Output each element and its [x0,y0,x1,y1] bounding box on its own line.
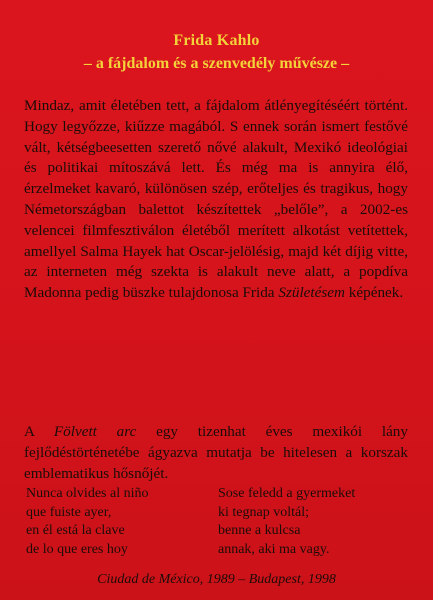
blurb-paragraph-1-text: Mindaz, amit életében tett, a fájdalom átlényegítéséért történt. Hogy legyőzze, kiűzze magából. S ennek során ismert festővé vált, kétségbeesetten szerető nővé alakult, Mexikó ideológiai és politikai mítoszává lett. És még ma is annyira élő, érzelmeket kavaró, különösen szép, erőteljes és tragikus, hogy Németországban balettot készítettek „belőle”, a 2002-es velencei filmfesztiválon életéből merített alkotást vetítettek, amellyel Salma Hayek hat Oscar-jelölésig, majd két díjig vitte, az interneten még szekta is alakult neve alatt, a popdíva Madonna pedig büszke tulajdonosa Frida [24,97,408,302]
poem-line: que fuiste ayer, [26,504,112,520]
blurb-paragraph-1 [24,96,408,304]
poem-line: ki tegnap voltál; [218,504,309,520]
poem-line: Nunca olvides al niño [26,486,149,501]
blurb-paragraph-2 [24,422,408,484]
blurb-paragraph-1-end: képének. [344,284,404,302]
book-subtitle: – a fájdalom és a szenvedély művésze – [83,55,350,72]
poem-line: annak, aki ma vagy. [218,541,330,557]
footer-place-dates: Ciudad de México, 1989 – Budapest, 1998 [97,572,336,587]
poem-line: de lo que eres hoy [26,541,128,557]
book-title: Frida Kahlo [173,32,260,49]
blurb-paragraph-2-start: A [24,423,54,440]
novel-title: Fölvett arc [53,423,137,440]
poem-hungarian [218,485,355,559]
poem-line: en él está la clave [26,523,125,538]
poem-spanish [26,485,148,559]
painting-title: Születésem [278,284,345,302]
poem-line: benne a kulcsa [218,523,301,538]
poem-line: Sose feledd a gyermeket [218,486,356,501]
blurb-paragraph-2-text: egy tizenhat éves mexikói lány fejlődéstörténetébe ágyazva mutatja be hitelesen a korszak emblematikus hősnőjét. [24,423,408,482]
